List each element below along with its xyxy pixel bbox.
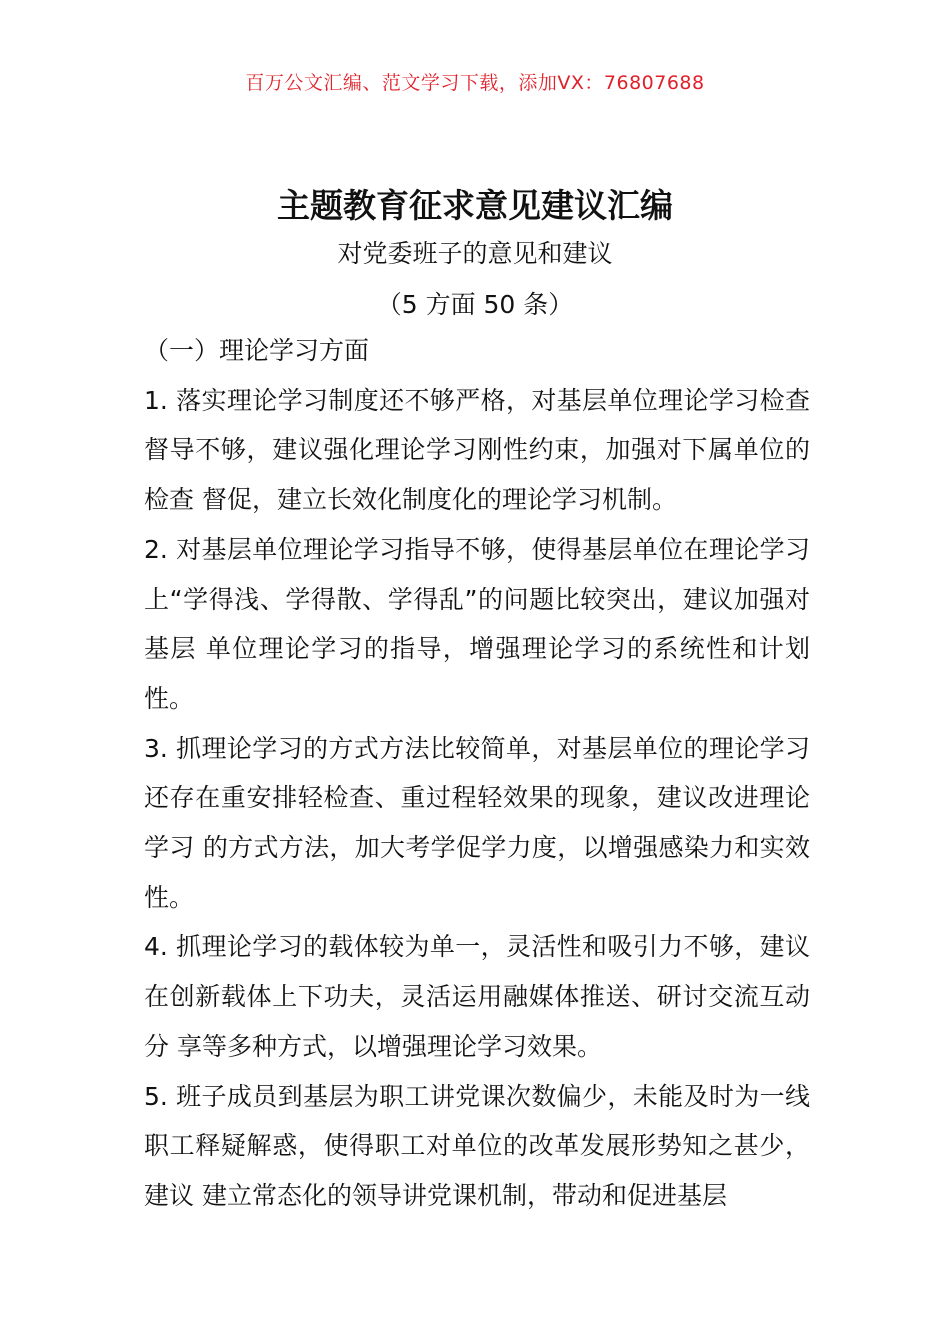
document-body <box>144 326 810 1221</box>
document-subtitle: 对党委班子的意见和建议 <box>337 239 613 268</box>
list-item: 3. 抓理论学习的方式方法比较简单，对基层单位的理论学习还存在重安排轻检查、重过程轻效果的现象，建议改进理论学习 的方式方法，加大考学促学力度，以增强感染力和实效性。 <box>144 733 810 912</box>
document-title: 主题教育征求意见建议汇编 <box>277 186 673 225</box>
section-heading: （一）理论学习方面 <box>144 336 370 365</box>
header-note: 百万公文汇编、范文学习下载，添加VX：76807688 <box>245 72 705 94</box>
list-item: 2. 对基层单位理论学习指导不够，使得基层单位在理论学习上“学得浅、学得散、学得乱”的问题比较突出，建议加强对基层 单位理论学习的指导，增强理论学习的系统性和计划性。 <box>144 534 810 713</box>
list-item: 5. 班子成员到基层为职工讲党课次数偏少，未能及时为一线职工释疑解惑，使得职工对单位的改革发展形势知之甚少，建议 建立常态化的领导讲党课机制，带动和促进基层 <box>144 1081 810 1210</box>
item-count: （5 方面 50 条） <box>376 290 574 319</box>
list-item: 1. 落实理论学习制度还不够严格，对基层单位理论学习检查督导不够，建议强化理论学习刚性约束，加强对下属单位的检查 督促，建立长效化制度化的理论学习机制。 <box>144 385 810 515</box>
list-item: 4. 抓理论学习的载体较为单一，灵活性和吸引力不够，建议在创新载体上下功夫，灵活运用融媒体推送、研讨交流互动分 享等多种方式，以增强理论学习效果。 <box>144 932 810 1061</box>
